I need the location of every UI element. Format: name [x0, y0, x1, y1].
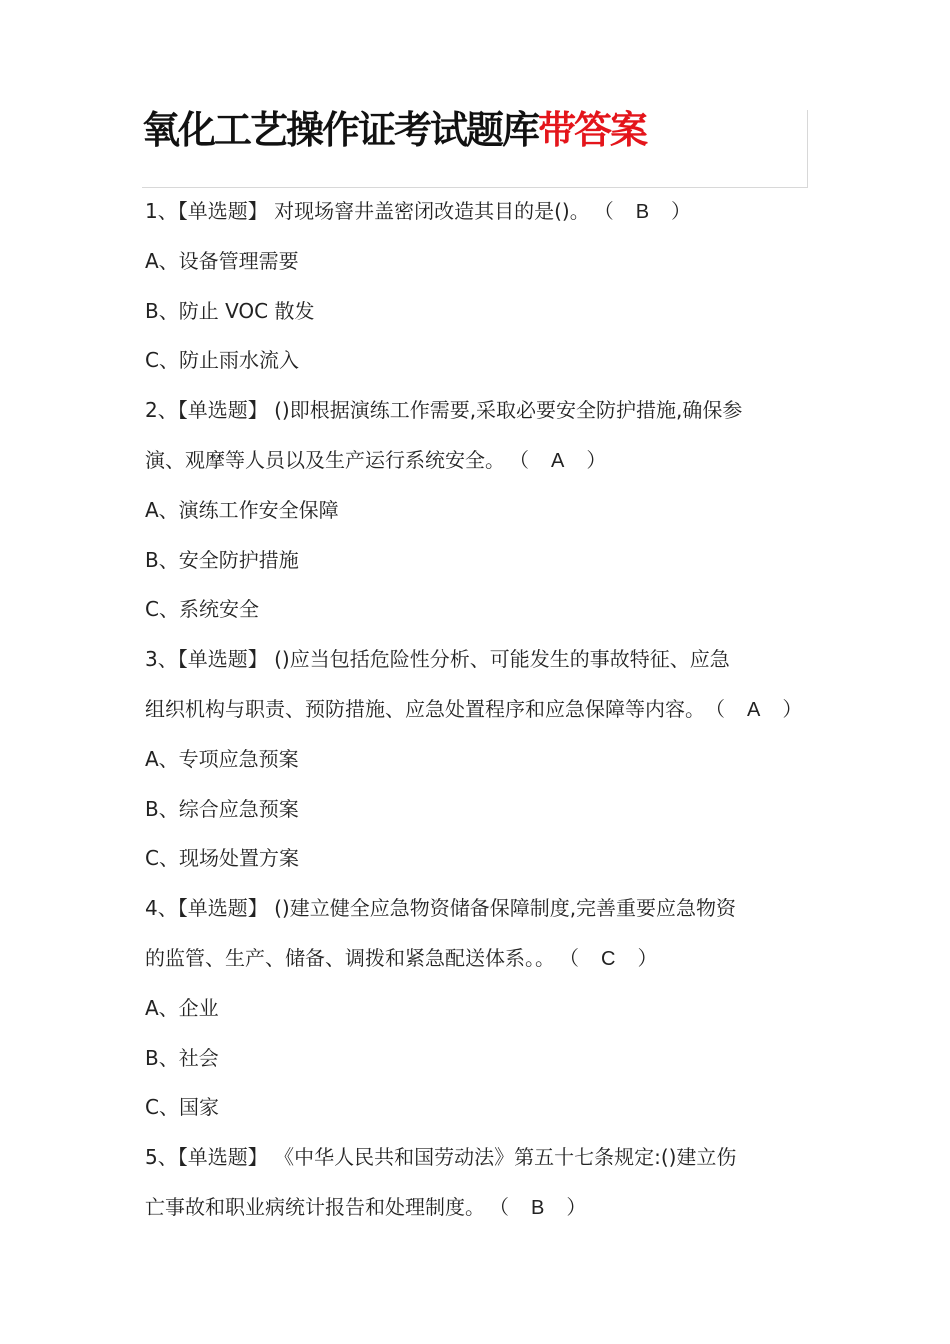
answer-4: （ C ）: [559, 945, 658, 970]
question-4-option-c: C、国家: [145, 1095, 219, 1120]
question-3-stem-cont: 组织机构与职责、预防措施、应急处置程序和应急保障等内容。（ A ）: [145, 690, 835, 740]
question-3-option-c: C、现场处置方案: [145, 846, 299, 871]
question-4-option-b: B、社会: [145, 1045, 219, 1070]
question-list: [145, 192, 835, 1238]
question-2-option-c: C、系统安全: [145, 597, 259, 622]
question-4-option-a: A、企业: [145, 995, 219, 1020]
title-box: [142, 110, 808, 188]
document-title: [142, 108, 646, 152]
question-2-stem: 2、【单选题】 ()即根据演练工作需要,采取必要安全防护措施,确保参: [145, 398, 743, 423]
question-4-stem-cont: 的监管、生产、储备、调拨和紧急配送体系。。 （ C ）: [145, 939, 835, 989]
question-1-option-b: B、防止 VOC 散发: [145, 298, 315, 323]
question-2-stem-cont: 演、观摩等人员以及生产运行系统安全。 （ A ）: [145, 441, 835, 491]
answer-1: （ B ）: [593, 199, 692, 223]
question-5-stem-cont: 亡事故和职业病统计报告和处理制度。 （ B ）: [145, 1188, 835, 1238]
title-main: 氧化工艺操作证考试题库: [142, 108, 539, 152]
answer-5: （ B ）: [489, 1194, 587, 1219]
question-3-option-a: A、专项应急预案: [145, 746, 299, 771]
question-3-option-b: B、综合应急预案: [145, 796, 299, 821]
question-5-stem: 5、【单选题】 《中华人民共和国劳动法》第五十七条规定:()建立伤: [145, 1145, 737, 1170]
question-2-option-a: A、演练工作安全保障: [145, 497, 339, 522]
question-1-option-a: A、设备管理需要: [145, 248, 299, 273]
question-1-option-c: C、防止雨水流入: [145, 348, 299, 373]
answer-3: （ A ）: [705, 696, 803, 721]
question-2-option-b: B、安全防护措施: [145, 547, 299, 572]
question-4-stem: 4、【单选题】 ()建立健全应急物资储备保障制度,完善重要应急物资: [145, 896, 737, 921]
answer-2: （ A ）: [509, 447, 607, 472]
title-highlight: 带答案: [538, 108, 647, 152]
question-3-stem: 3、【单选题】 ()应当包括危险性分析、可能发生的事故特征、应急: [145, 647, 730, 672]
question-1-stem: 1、【单选题】 对现场窨井盖密闭改造其目的是()。 （ B ）: [145, 192, 835, 242]
